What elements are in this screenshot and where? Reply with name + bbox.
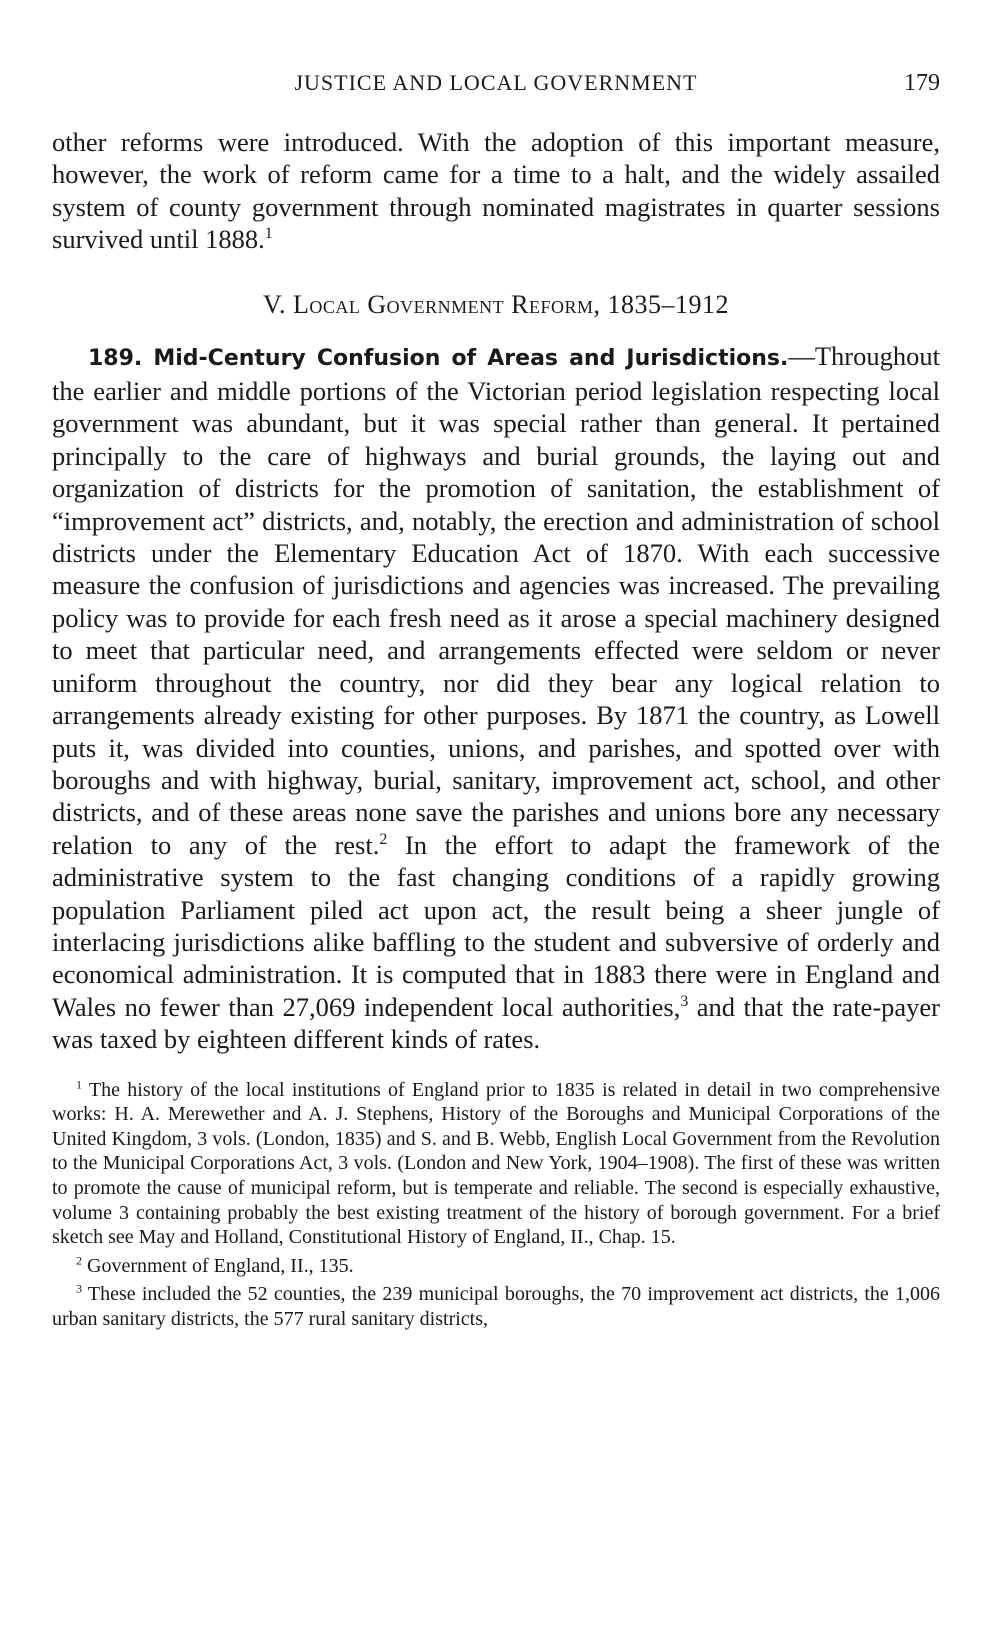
section-title: Local Government Reform, [292, 289, 601, 319]
paragraph-heading: 189. Mid-Century Confusion of Areas and Jurisdictions. [88, 345, 789, 371]
section-years: 1835–1912 [607, 289, 729, 319]
page-number: 179 [904, 70, 940, 96]
footnote-ref-3[interactable]: 3 [680, 992, 689, 1010]
footnote-text: The history of the local institutions of England prior to 1835 is related in detail in two comprehensive works: H. A. Merewether and A. J. Stephens, History of the Boroughs and Municipal Corporations of the United Kingdom, 3 vols. (London, 1835) and S. and B. Webb, English Local Government from the Revolution to the Municipal Corporations Act, 3 vols. (London and New York, 1904–1908). The first of these was written to promote the cause of municipal reform, but is temperate and reliable. The second is especially exhaustive, volume 3 containing probably the best existing treatment of the history of borough government. For a brief sketch see May and Holland, Constitutional History of England, II., Chap. 15. [52, 1078, 940, 1249]
footnotes [52, 1078, 940, 1332]
footnote-1 [52, 1078, 940, 1250]
footnote-2 [52, 1254, 940, 1279]
footnote-mark: 2 [76, 1253, 82, 1268]
footnote-text: Government of England, II., 135. [87, 1254, 354, 1277]
footnote-mark: 3 [76, 1281, 82, 1296]
footnote-ref-2[interactable]: 2 [379, 830, 388, 848]
intro-paragraph-text: other reforms were introduced. With the adoption of this important measure, however, the work of reform came for a time to a halt, and the widely assailed system of county government through nominated magistrates in quarter sessions survived until 1888. [52, 127, 940, 255]
paragraph-text-part1: —Throughout the earlier and middle portions of the Victorian period legislation respecting local government was abundant, but it was special rather than general. It pertained principally to the care of highways and burial grounds, the laying out and organization of districts for the promotion of sanitation, the establishment of “improvement act” districts, and, notably, the erection and administration of school districts under the Elementary Education Act of 1870. With each successive measure the confusion of jurisdictions and agencies was increased. The prevailing policy was to provide for each fresh need as it arose a special machinery designed to meet that particular need, and arrangements effected were seldom or never uniform throughout the country, nor did they bear any logical relation to arrangements already existing for other purposes. By 1871 the country, as Lowell puts it, was divided into counties, unions, and parishes, and spotted over with boroughs and with highway, burial, sanitary, improvement act, school, and other districts, and of these areas none save the parishes and unions bore any necessary relation to any of the rest. [52, 340, 940, 860]
section-heading [52, 290, 940, 320]
section-numeral: V. [263, 289, 286, 319]
intro-paragraph [52, 126, 940, 256]
running-title: JUSTICE AND LOCAL GOVERNMENT [294, 70, 698, 95]
footnote-ref-1[interactable]: 1 [264, 225, 273, 243]
paragraph-189 [52, 340, 940, 1056]
book-page [52, 70, 940, 1336]
footnote-text: These included the 52 counties, the 239 municipal boroughs, the 70 improvement act districts, the 1,006 urban sanitary districts, the 577 rural sanitary districts, [52, 1283, 940, 1330]
footnote-mark: 1 [76, 1076, 82, 1091]
paragraph-text-part2: In the effort to adapt the framework of the administrative system to the fast changing conditions of a rapidly growing population Parliament piled act upon act, the result being a sheer jungle of interlacing jurisdictions alike baffling to the student and subversive of orderly and economical administration. It is computed that in 1883 there were in England and Wales no fewer than 27,069 independent local authorities, [52, 829, 941, 1022]
footnote-3 [52, 1282, 940, 1331]
paragraph-text-part3: and that the rate-payer was taxed by eighteen different kinds of rates. [52, 991, 940, 1055]
running-head [52, 70, 940, 106]
